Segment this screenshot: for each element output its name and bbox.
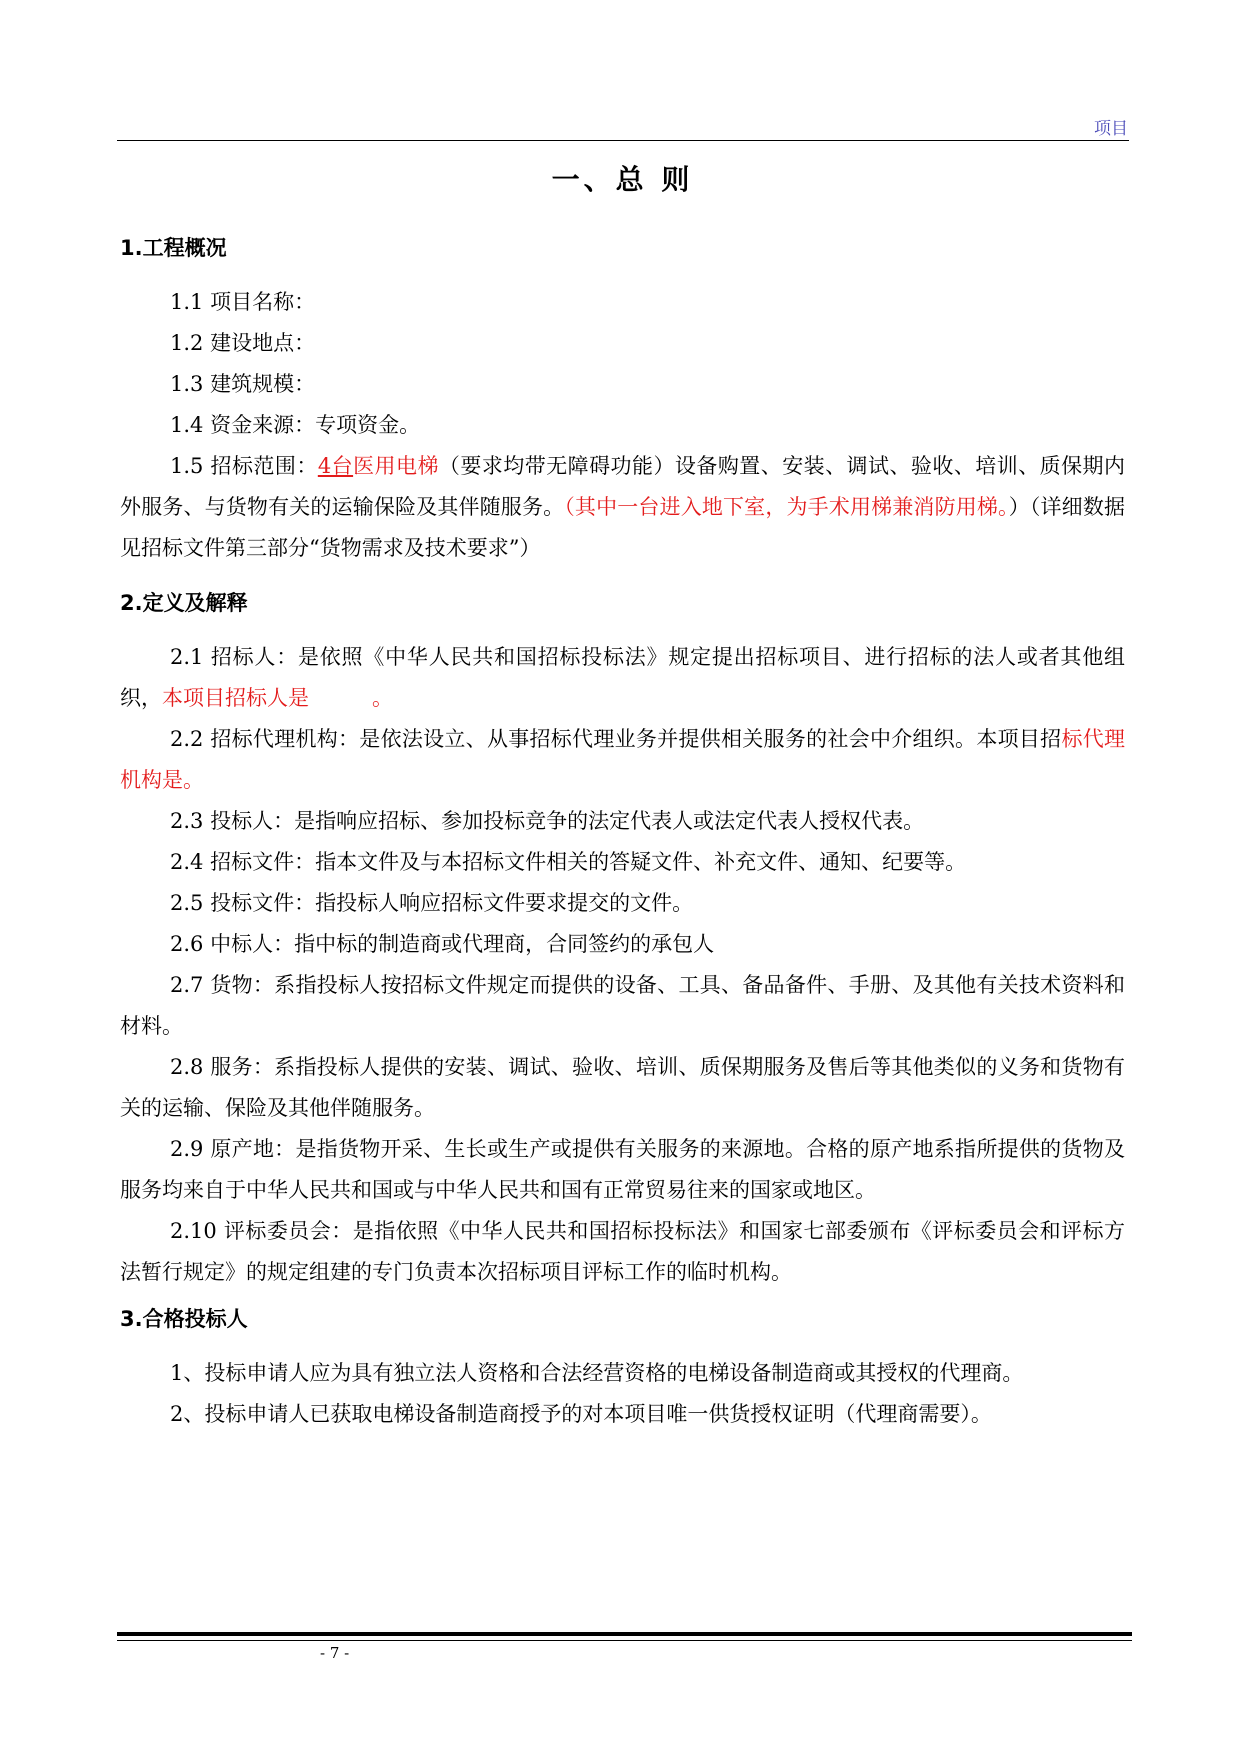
para-1-4: 1.4 资金来源：专项资金。 bbox=[170, 413, 421, 437]
section-heading-2: 2.定义及解释 bbox=[120, 591, 248, 615]
para-2-6: 2.6 中标人：指中标的制造商或代理商，合同签约的承包人 bbox=[170, 932, 715, 956]
para-1-1: 1.1 项目名称： bbox=[170, 290, 316, 314]
para-2-1-text: 2.1 招标人：是依照《中华人民共和国招标投标法》规定提出招标项目、进行招标的法人或者其他组织， bbox=[120, 645, 1125, 710]
scope-text: （要求均带无障碍功能）设备购置、安装、调试、验收、培训、质保期内外服务、与货物有关的运输保险及其伴随服务。 bbox=[120, 454, 1126, 519]
para-2-10: 2.10 评标委员会：是指依照《中华人民共和国招标投标法》和国家七部委颁布《评标委员会和评标方法暂行规定》的规定组建的专门负责本次招标项目评标工作的临时机构。 bbox=[120, 1219, 1125, 1284]
running-header: 项目 bbox=[1094, 119, 1128, 139]
para-1-5-label: 1.5 招标范围： bbox=[170, 454, 318, 478]
para-2-7: 2.7 货物：系指投标人按招标文件规定而提供的设备、工具、备品备件、手册、及其他有关技术资料和材料。 bbox=[120, 973, 1125, 1038]
para-1-5 bbox=[120, 446, 1125, 569]
para-2-9: 2.9 原产地：是指货物开采、生长或生产或提供有关服务的来源地。合格的原产地系指所提供的货物及服务均来自于中华人民共和国或与中华人民共和国有正常贸易往来的国家或地区。 bbox=[120, 1137, 1125, 1202]
header-rule bbox=[117, 140, 1129, 141]
tenderer-name-red: 本项目招标人是 。 bbox=[162, 686, 393, 710]
chapter-title: 一、总 则 bbox=[551, 163, 694, 196]
agency-name-red: 标代理机构是。 bbox=[120, 727, 1125, 792]
para-2-3: 2.3 投标人：是指响应招标、参加投标竞争的法定代表人或法定代表人授权代表。 bbox=[170, 809, 925, 833]
elevator-count: 4台 bbox=[317, 454, 354, 478]
para-1-3: 1.3 建筑规模： bbox=[170, 372, 316, 396]
para-2-5: 2.5 投标文件：指投标人响应招标文件要求提交的文件。 bbox=[170, 891, 694, 915]
scope-note-red: （其中一台进入地下室，为手术用梯兼消防用梯。 bbox=[564, 495, 1009, 519]
para-2-2-text: 2.2 招标代理机构：是依法设立、从事招标代理业务并提供相关服务的社会中介组织。本项目招 bbox=[170, 727, 1062, 751]
section-heading-3: 3.合格投标人 bbox=[120, 1307, 248, 1331]
para-2-4: 2.4 招标文件：指本文件及与本招标文件相关的答疑文件、补充文件、通知、纪要等。 bbox=[170, 850, 967, 874]
footer-rule-thick bbox=[117, 1632, 1132, 1636]
para-2-8: 2.8 服务：系指投标人提供的安装、调试、验收、培训、质保期服务及售后等其他类似的义务和货物有关的运输、保险及其他伴随服务。 bbox=[120, 1055, 1125, 1120]
elevator-type: 医用电梯 bbox=[353, 454, 439, 478]
footer-rule-thin bbox=[117, 1640, 1132, 1641]
para-3-2: 2、投标申请人已获取电梯设备制造商授予的对本项目唯一供货授权证明（代理商需要）。 bbox=[170, 1402, 992, 1426]
para-2-2 bbox=[120, 719, 1125, 801]
para-1-2: 1.2 建设地点： bbox=[170, 331, 316, 355]
page-number: - 7 - bbox=[320, 1644, 350, 1662]
para-2-1 bbox=[120, 637, 1125, 719]
document-body bbox=[120, 150, 1125, 1435]
scope-reference: ）（详细数据见招标文件第三部分“货物需求及技术要求”） bbox=[120, 495, 1125, 560]
section-heading-1: 1.工程概况 bbox=[120, 236, 227, 260]
para-3-1: 1、投标申请人应为具有独立法人资格和合法经营资格的电梯设备制造商或其授权的代理商。 bbox=[170, 1361, 1024, 1385]
